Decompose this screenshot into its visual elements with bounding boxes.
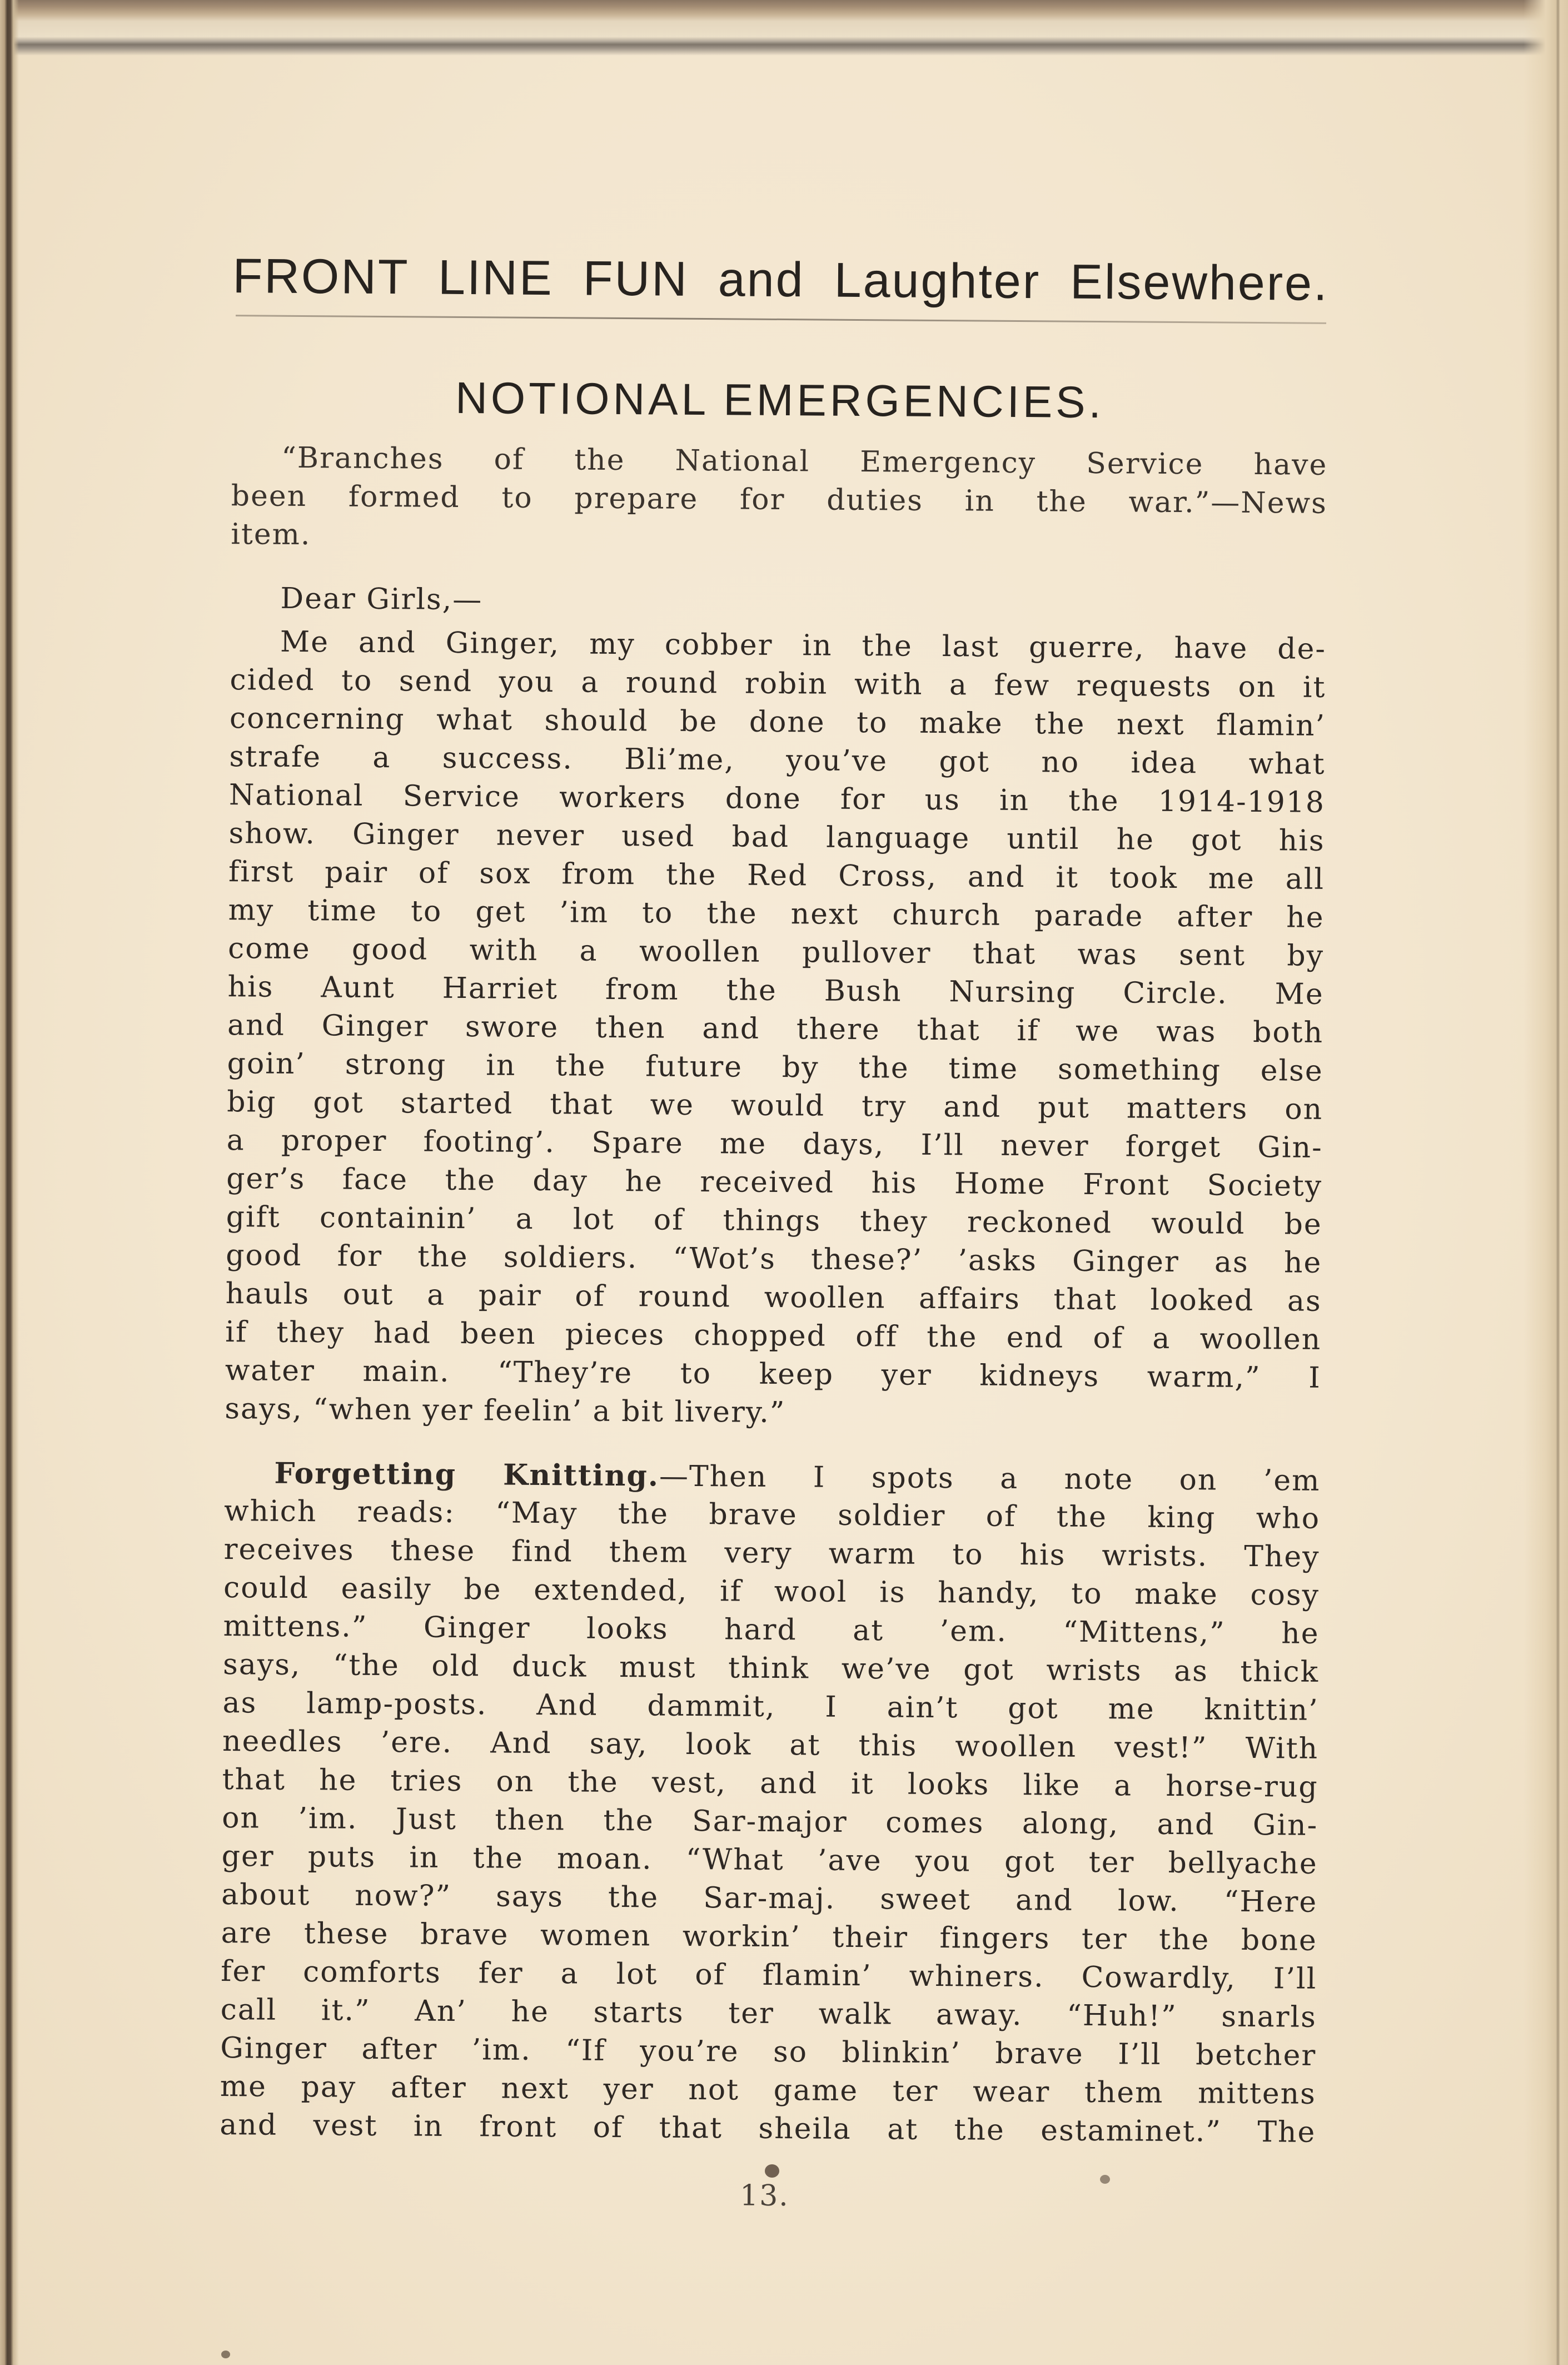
text-line: says, “the old duck must think we’ve got wrists as thick <box>222 1648 1320 1689</box>
text-line: been formed to prepare for duties in the war.”—News <box>231 479 1327 520</box>
text-line: fer comforts fer a lot of flamin’ whiners. Cowardly, I’ll <box>221 1955 1317 1996</box>
salutation-line: Dear Girls,— <box>280 582 483 617</box>
text-line: water main. “They’re to keep yer kidneys warm,” I <box>225 1354 1321 1395</box>
salutation <box>230 579 1326 625</box>
text-line: my time to get ’im to the next church parade after he <box>228 893 1325 935</box>
text-line: are these brave women workin’ their fingers ter the bone <box>221 1916 1317 1957</box>
text-line: on ’im. Just then the Sar-major comes along, and Gin- <box>221 1801 1318 1842</box>
text-line: as lamp-posts. And dammit, I ain’t got me knittin’ <box>222 1686 1319 1727</box>
text-line: goin’ strong in the future by the time something else <box>227 1047 1323 1088</box>
text-line: gift containin’ a lot of things they reckoned would be <box>226 1200 1322 1241</box>
article-title: NOTIONAL EMERGENCIES. <box>455 372 1105 428</box>
text-line: cided to send you a round robin with a few requests on it <box>230 663 1326 704</box>
running-head: FRONT LINE FUN and Laughter Elsewhere. <box>232 248 1329 311</box>
text-line: concerning what should be done to make the next flamin’ <box>229 702 1326 743</box>
text-line: item. <box>231 518 311 552</box>
text-line: receives these find them very warm to his wrists. They <box>223 1533 1320 1574</box>
text-line: and Ginger swore then and there that if we was both <box>227 1008 1324 1050</box>
text-line: me pay after next yer not game ter wear them mittens <box>220 2070 1316 2111</box>
text-line: ger puts in the moan. “What ’ave you got ter bellyache <box>221 1840 1318 1881</box>
text-line: needles ’ere. And say, look at this woollen vest!” With <box>222 1725 1319 1766</box>
text-line: come good with a woollen pullover that was sent by <box>227 932 1325 973</box>
text-line: a proper footing’. Spare me days, I’ll never forget Gin- <box>226 1124 1323 1165</box>
text-line: call it.” An’ he starts ter walk away. “Huh!” snarls <box>220 1993 1317 2034</box>
text-line: says, “when yer feelin’ a bit livery.” <box>225 1392 786 1430</box>
text-line: good for the soldiers. “Wot’s these?’ ’asks Ginger as he <box>226 1239 1322 1280</box>
epigraph <box>231 439 1327 562</box>
first-line-text: —Then I spots a note on ’em <box>659 1459 1321 1498</box>
text-line: that he tries on the vest, and it looks like a horse-rug <box>222 1763 1318 1804</box>
ink-spot <box>765 2164 779 2178</box>
page-number: 13. <box>739 2179 790 2213</box>
text-line: and vest in front of that sheila at the estaminet.” The <box>220 2108 1316 2149</box>
paragraph-2-body <box>220 1492 1320 2152</box>
text-line: show. Ginger never used bad language until he got his <box>228 817 1325 858</box>
text-line: mittens.” Ginger looks hard at ’em. “Mittens,” he <box>223 1609 1320 1651</box>
paragraph-1 <box>225 623 1326 1436</box>
header-rule <box>236 315 1326 324</box>
ink-spot <box>221 2351 230 2358</box>
ink-spot <box>1100 2175 1110 2184</box>
text-line: hauls out a pair of round woollen affairs that looked as <box>225 1277 1322 1318</box>
text-line: Me and Ginger, my cobber in the last guerre, have de- <box>280 625 1327 666</box>
text-line: about now?” says the Sar-maj. sweet and low. “Here <box>221 1878 1318 1919</box>
text-line: “Branches of the National Emergency Service have <box>281 441 1328 482</box>
text-line: big got started that we would try and put matters on <box>226 1085 1323 1126</box>
text-line: could easily be extended, if wool is handy, to make cosy <box>223 1571 1320 1612</box>
text-line: his Aunt Harriet from the Bush Nursing Circle. Me <box>227 970 1324 1011</box>
text-line: National Service workers done for us in the 1914-1918 <box>228 778 1326 819</box>
text-line: strafe a success. Bli’me, you’ve got no idea what <box>229 740 1326 781</box>
text-line: Ginger after ’im. “If you’re so blinkin’ brave I’ll betcher <box>220 2031 1317 2073</box>
section-lead-in: Forgetting Knitting. <box>274 1456 660 1493</box>
text-line: if they had been pieces chopped off the end of a woollen <box>225 1315 1322 1357</box>
text-line: which reads: “May the brave soldier of the king who <box>223 1494 1321 1536</box>
text-line: ger’s face the day he received his Home Front Society <box>226 1162 1323 1203</box>
paragraph-2 <box>220 1454 1321 2152</box>
text-line: first pair of sox from the Red Cross, and it took me all <box>228 855 1325 896</box>
